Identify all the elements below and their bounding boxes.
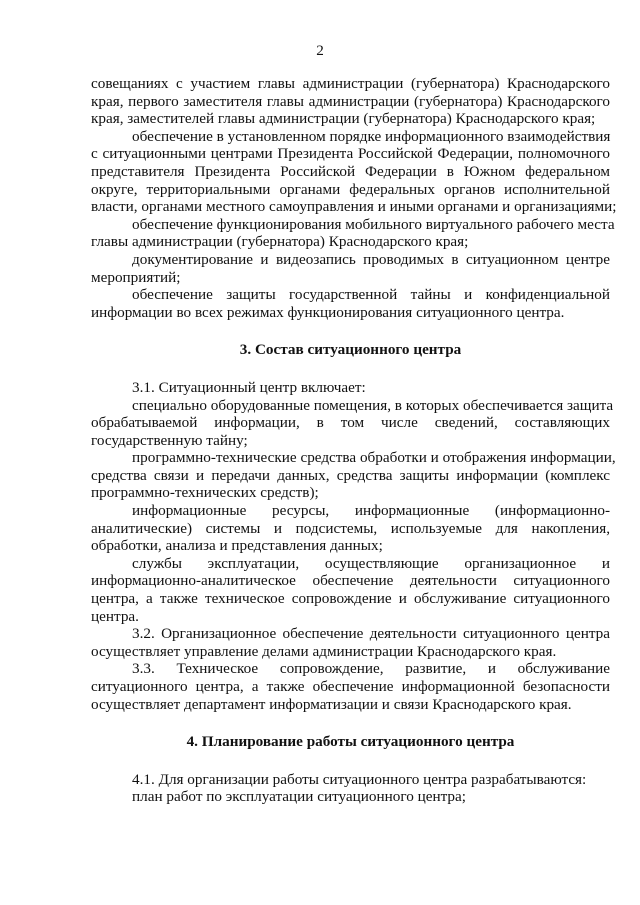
- text-line: с ситуационными центрами Президента Российской Федерации, полномочного: [91, 145, 610, 163]
- text-line: центра, а также техническое сопровождение и обслуживание ситуационного: [91, 590, 610, 608]
- text-line: план работ по эксплуатации ситуационного центра;: [132, 788, 466, 806]
- text-line: документирование и видеозапись проводимых в ситуационном центре: [132, 250, 610, 268]
- section-heading: 3. Состав ситуационного центра: [239, 341, 462, 359]
- text-line: службы эксплуатации, осуществляющие организационное и: [132, 554, 610, 572]
- section-heading: 4. Планирование работы ситуационного центра: [186, 733, 515, 751]
- text-line: 4.1. Для организации работы ситуационного центра разрабатываются:: [132, 770, 587, 788]
- text-line: 3.1. Ситуационный центр включает:: [132, 378, 366, 396]
- text-line: осуществляет управление делами администрации Краснодарского края.: [91, 642, 557, 660]
- text-line: края, заместителей главы администрации (губернатора) Краснодарского края;: [91, 110, 596, 128]
- text-line: обеспечение в установленном порядке информационного взаимодействия: [132, 127, 611, 145]
- text-line: обеспечение функционирования мобильного виртуального рабочего места: [132, 215, 615, 233]
- text-line: информационно-аналитическое обеспечение деятельности ситуационного: [91, 572, 610, 590]
- text-line: главы администрации (губернатора) Краснодарского края;: [91, 233, 469, 251]
- text-line: мероприятий;: [91, 268, 181, 286]
- text-line: обрабатываемой информации, в том числе сведений, составляющих: [91, 414, 610, 432]
- text-line: государственную тайну;: [91, 431, 248, 449]
- page-number: 2: [316, 42, 324, 59]
- text-line: края, первого заместителя главы администрации (губернатора) Краснодарского: [91, 92, 610, 110]
- text-line: аналитические) системы и подсистемы, используемые для накопления,: [91, 519, 610, 537]
- text-line: 3.2. Организационное обеспечение деятельности ситуационного центра: [132, 625, 610, 643]
- text-line: специально оборудованные помещения, в которых обеспечивается защита: [132, 396, 614, 414]
- text-line: информационные ресурсы, информационные (информационно-: [132, 502, 610, 520]
- text-line: обеспечение защиты государственной тайны и конфиденциальной: [132, 286, 610, 304]
- text-line: 3.3. Техническое сопровождение, развитие, и обслуживание: [132, 660, 610, 678]
- text-line: центра.: [91, 607, 139, 625]
- text-line: ситуационного центра, а также обеспечение информационной безопасности: [91, 678, 610, 695]
- text-line: программно-технические средства обработки и отображения информации,: [132, 449, 616, 467]
- text-line: осуществляет департамент информатизации и связи Краснодарского края.: [91, 695, 572, 713]
- document-body: [91, 75, 617, 806]
- text-line: власти, органами местного самоуправления и иными органами и организациями;: [91, 198, 617, 216]
- text-line: округе, территориальными органами федеральных органов исполнительной: [91, 180, 610, 198]
- text-line: информации во всех режимах функционирования ситуационного центра.: [91, 303, 565, 321]
- text-line: средства связи и передачи данных, средства защиты информации (комплекс: [91, 466, 610, 484]
- text-line: программно-технических средств);: [91, 484, 319, 502]
- text-line: представителя Президента Российской Федерации в Южном федеральном: [91, 162, 610, 180]
- text-line: обработки, анализа и представления данных;: [91, 537, 383, 555]
- text-line: совещаниях с участием главы администрации (губернатора) Краснодарского: [91, 75, 610, 92]
